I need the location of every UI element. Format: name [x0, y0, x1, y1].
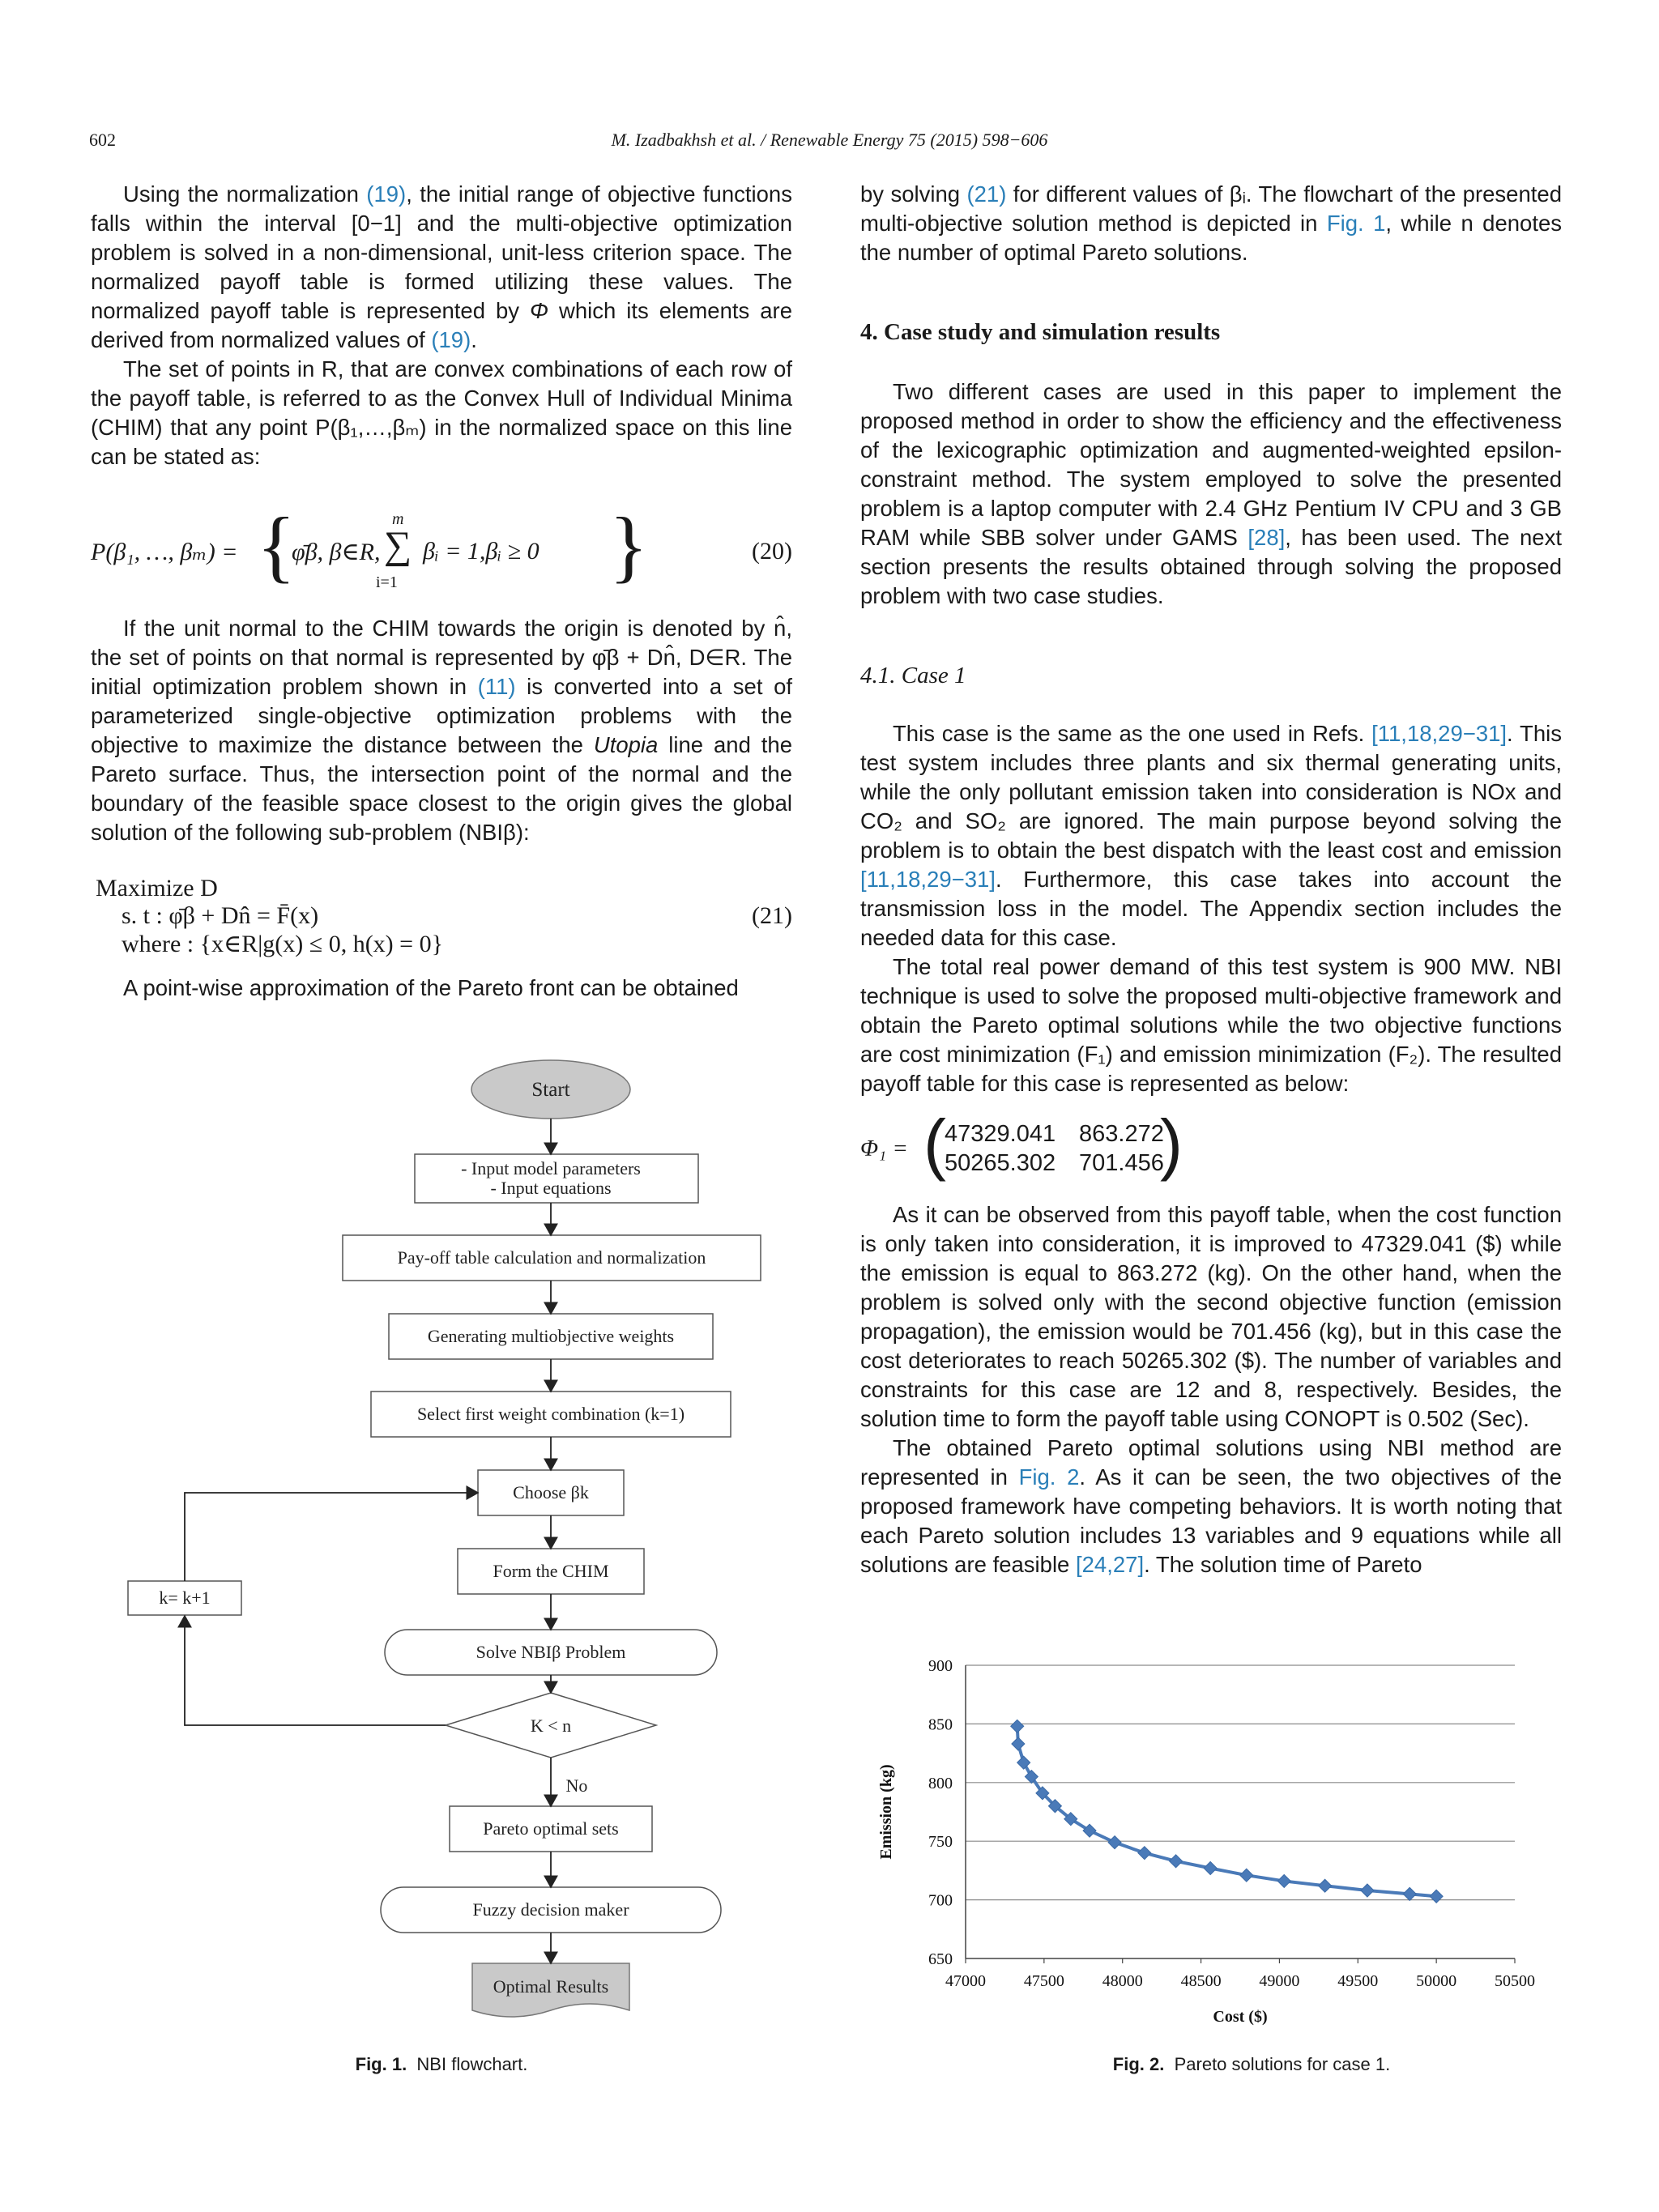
data-point	[1017, 1756, 1030, 1769]
left-column-top	[91, 180, 792, 471]
paragraph: The obtained Pareto optimal solutions using NBI method are represented in Fig. 2. As it can be seen, the two objectives of the proposed framework have competing behaviors. It is worth noting that each Pareto solution includes 13 variables and 9 equations while all solutions are feasible [24,27]. The solution time of Pareto	[860, 1435, 1563, 1577]
loop-label: k= k+1	[159, 1588, 211, 1608]
x-tick-label: 50500	[1495, 1972, 1535, 1990]
input-label-1: - Input model parameters	[461, 1158, 641, 1178]
data-point	[1204, 1862, 1217, 1875]
data-point	[1319, 1879, 1332, 1892]
choose-label: Choose βk	[513, 1482, 589, 1502]
select-label: Select first weight combination (k=1)	[416, 1404, 685, 1424]
paragraph: Two different cases are used in this paper to implement the proposed method in order to show the efficiency and the effectiveness of the lexicographic optimization and augmented-weighted epsilon-constraint method. The system employed to solve the presented problem is a laptop computer with 2.4 GHz Pentium IV CPU and 3 GB RAM while SBB solver under GAMS [28], has been used. The next section presents the results obtained through solving the proposed problem with two case studies.	[860, 379, 1562, 608]
x-tick-label: 47000	[945, 1972, 986, 1990]
section-heading: 4. Case study and simulation results	[860, 319, 1221, 345]
x-tick-label: 48500	[1180, 1972, 1222, 1990]
eq-link[interactable]: (21)	[966, 181, 1007, 207]
data-point	[1138, 1847, 1151, 1860]
x-axis-label: Cost ($)	[1213, 2008, 1268, 2026]
weights-label: Generating multiobjective weights	[427, 1326, 675, 1346]
paragraph: The set of points in R, that are convex combinations of each row of the payoff table, is referred to as the Convex Hull of Individual Minima (CHIM) that any point P(β₁,…,βₘ) in the normalized space on this line can be stated as:	[91, 356, 792, 469]
no-label: No	[565, 1775, 588, 1796]
equation-21: Maximize D s. t : φ̄β + Dn̂ = F̄(x) where : {x∈R|g(x) ≤ 0, h(x) = 0} (21)	[96, 875, 792, 957]
start-label: Start	[531, 1079, 570, 1101]
data-point	[1170, 1855, 1183, 1868]
data-point	[1403, 1887, 1416, 1900]
paragraph: The total real power demand of this test system is 900 MW. NBI technique is used to solve the proposed multi-objective framework and obtain the Pareto optimal solutions while the two objective functions are cost minimization (F₁) and emission minimization (F₂). The resulted payoff table for this case is represented as below:	[860, 954, 1562, 1096]
ref-link[interactable]: [24,27]	[1076, 1552, 1145, 1577]
ref-link[interactable]: [28]	[1247, 525, 1286, 550]
y-tick-label: 750	[928, 1833, 953, 1852]
nbi-flowchart	[113, 1053, 778, 2041]
pareto-label: Pareto optimal sets	[483, 1818, 619, 1839]
paragraph: Using the normalization (19), the initial range of objective functions falls within the interval [0−1] and the multi-objective optimization problem is solved in a non-dimensional, unit-less criterion space. The normalized payoff table is formed utilizing these values. The normalized payoff table is represented by Φ which its elements are derived from normalized values of (19).	[91, 181, 792, 352]
paragraph: As it can be observed from this payoff table, when the cost function is only taken into consideration, it is improved to 47329.041 ($) while the emission is equal to 863.272 (kg). On the other hand, when the problem is solved only with the second objective function (emission propagation), the emission would be 701.456 (kg), but in this case the cost deteriorates to reach 50265.302 ($). The number of variables and constraints for this case are 12 and 8, respectively. Besides, the solution time to form the payoff table using CONOPT is 0.502 (Sec).	[860, 1202, 1562, 1431]
x-tick-label: 49000	[1259, 1972, 1300, 1990]
data-point	[1430, 1890, 1443, 1903]
optimal-label: Optimal Results	[493, 1976, 609, 1997]
x-tick-label: 47500	[1023, 1972, 1064, 1990]
data-point	[1012, 1737, 1025, 1750]
input-label-2: - Input equations	[490, 1178, 612, 1198]
left-column-middle	[91, 614, 792, 847]
subsection-heading: 4.1. Case 1	[860, 663, 966, 688]
chim-label: Form the CHIM	[493, 1561, 609, 1581]
data-point	[1361, 1884, 1374, 1897]
fig-link[interactable]: Fig. 1	[1326, 211, 1386, 236]
data-point	[1240, 1869, 1253, 1882]
y-axis-label: Emission (kg)	[877, 1764, 895, 1860]
fuzzy-label: Fuzzy decision maker	[472, 1899, 629, 1920]
data-point	[1011, 1720, 1024, 1733]
ref-link[interactable]: [11,18,29−31]	[860, 867, 996, 892]
equation-20: P(β₁, …, βₘ) = { φ̄β, β∈R, m ∑ i=1 βᵢ = 1,βᵢ ≥ 0 } (20)	[91, 501, 792, 591]
running-header: M. Izadbakhsh et al. / Renewable Energy 75 (2015) 598−606	[611, 130, 1048, 150]
fig2-caption: Fig. 2. Pareto solutions for case 1.	[1112, 2054, 1391, 2074]
y-tick-label: 800	[928, 1774, 953, 1792]
eq-link[interactable]: (11)	[477, 674, 516, 699]
left-column-bottom	[91, 974, 792, 1003]
decision-label: K < n	[530, 1715, 572, 1736]
paragraph: by solving (21) for different values of βᵢ. The flowchart of the presented multi-objective solution method is depicted in Fig. 1, while n denotes the number of optimal Pareto solutions.	[860, 181, 1563, 265]
y-tick-label: 850	[928, 1715, 953, 1734]
data-point	[1277, 1874, 1290, 1887]
y-tick-label: 650	[928, 1950, 953, 1968]
solve-label: Solve NBIβ Problem	[476, 1642, 626, 1662]
payoff-matrix: Φ₁ = ( 47329.041 863.272 50265.302 701.456 )	[860, 1106, 1183, 1182]
eq-link[interactable]: (19)	[366, 181, 407, 207]
paragraph: This case is the same as the one used in Refs. [11,18,29−31]. This test system includes three plants and six thermal generating units, while the only pollutant emission taken into consideration is NOx and CO₂ and SO₂ are ignored. The main purpose beyond solving the problem is to obtain the best dispatch with the least cost and emission [11,18,29−31]. Furthermore, this case takes into account the transmission loss in the model. The Appendix section includes the needed data for this case.	[860, 721, 1562, 950]
y-tick-label: 700	[928, 1891, 953, 1910]
right-column-sec4	[860, 377, 1562, 611]
data-point	[1108, 1836, 1121, 1849]
payoff-label: Pay-off table calculation and normalization	[397, 1247, 706, 1268]
fig1-caption: Fig. 1. NBI flowchart.	[355, 2054, 528, 2074]
paragraph: If the unit normal to the CHIM towards the origin is denoted by n̂, the set of points on that normal is represented by φ̄β + Dn̂, D∈R. The initial optimization problem shown in (11) is converted into a set of parameterized single-objective optimization problems with the objective to maximize the distance between the Utopia line and the Pareto surface. Thus, the intersection point of the normal and the boundary of the feasible space closest to the origin gives the global solution of the following sub-problem (NBIβ):	[91, 616, 792, 845]
eq-link[interactable]: (19)	[431, 327, 471, 352]
x-tick-label: 48000	[1102, 1972, 1143, 1990]
ref-link[interactable]: [11,18,29−31]	[1371, 721, 1508, 746]
y-tick-label: 900	[928, 1657, 953, 1675]
page-number: 602	[89, 130, 116, 150]
right-column-bottom	[860, 1200, 1562, 1579]
series-line	[1017, 1726, 1436, 1896]
right-column-top	[860, 180, 1562, 267]
right-column-case1	[860, 719, 1562, 1098]
fig-link[interactable]: Fig. 2	[1018, 1464, 1080, 1490]
pareto-chart	[875, 1643, 1547, 2039]
x-tick-label: 49500	[1337, 1972, 1379, 1990]
paragraph: A point-wise approximation of the Pareto front can be obtained	[123, 975, 739, 1000]
x-tick-label: 50000	[1416, 1972, 1457, 1990]
